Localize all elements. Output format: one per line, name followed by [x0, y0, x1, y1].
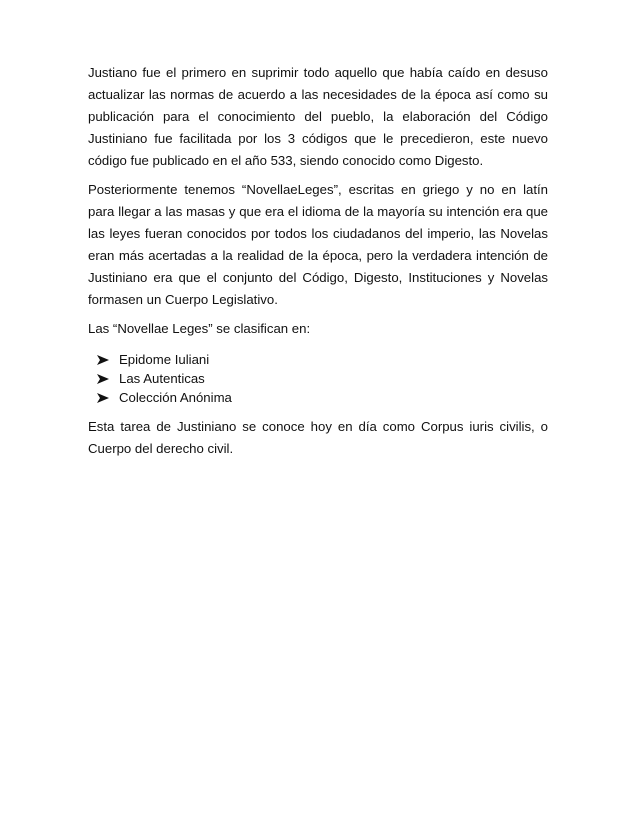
arrowhead-bullet-icon [96, 354, 110, 366]
arrowhead-bullet-icon [96, 392, 110, 404]
list-item [96, 388, 548, 407]
paragraph-classification-intro: Las “Novellae Leges” se clasifican en: [88, 321, 311, 336]
list-item [96, 369, 548, 388]
paragraph-corpus-iuris: Esta tarea de Justiniano se conoce hoy en día como Corpus iuris civilis, o Cuerpo del derecho civil. [88, 419, 548, 456]
bullet-text: Las Autenticas [119, 371, 205, 386]
bullet-text: Epidome Iuliani [119, 352, 210, 367]
paragraph-digesto: Justiano fue el primero en suprimir todo aquello que había caído en desuso actualizar las normas de acuerdo a las necesidades de la época así como su publicación para el conocimiento del pueblo, la elaboración del Código Justiniano fue facilitada por los 3 códigos que le precedieron, este nuevo código fue publicado en el año 533, siendo conocido como Digesto. [88, 65, 548, 168]
paragraph-novellae: Posteriormente tenemos “NovellaeLeges”, escritas en griego y no en latín para llegar a las masas y que era el idioma de la mayoría su intención era que las leyes fueran conocidos por todos los ciudadanos del imperio, las Novelas eran más acertadas a la realidad de la época, pero la verdadera intención de Justiniano era que el conjunto del Código, Digesto, Instituciones y Novelas formasen un Cuerpo Legislativo. [88, 182, 548, 307]
arrowhead-bullet-icon [96, 373, 110, 385]
bullet-list [88, 350, 548, 407]
document-page [88, 62, 548, 460]
bullet-text: Colección Anónima [119, 390, 232, 405]
list-item [96, 350, 548, 369]
